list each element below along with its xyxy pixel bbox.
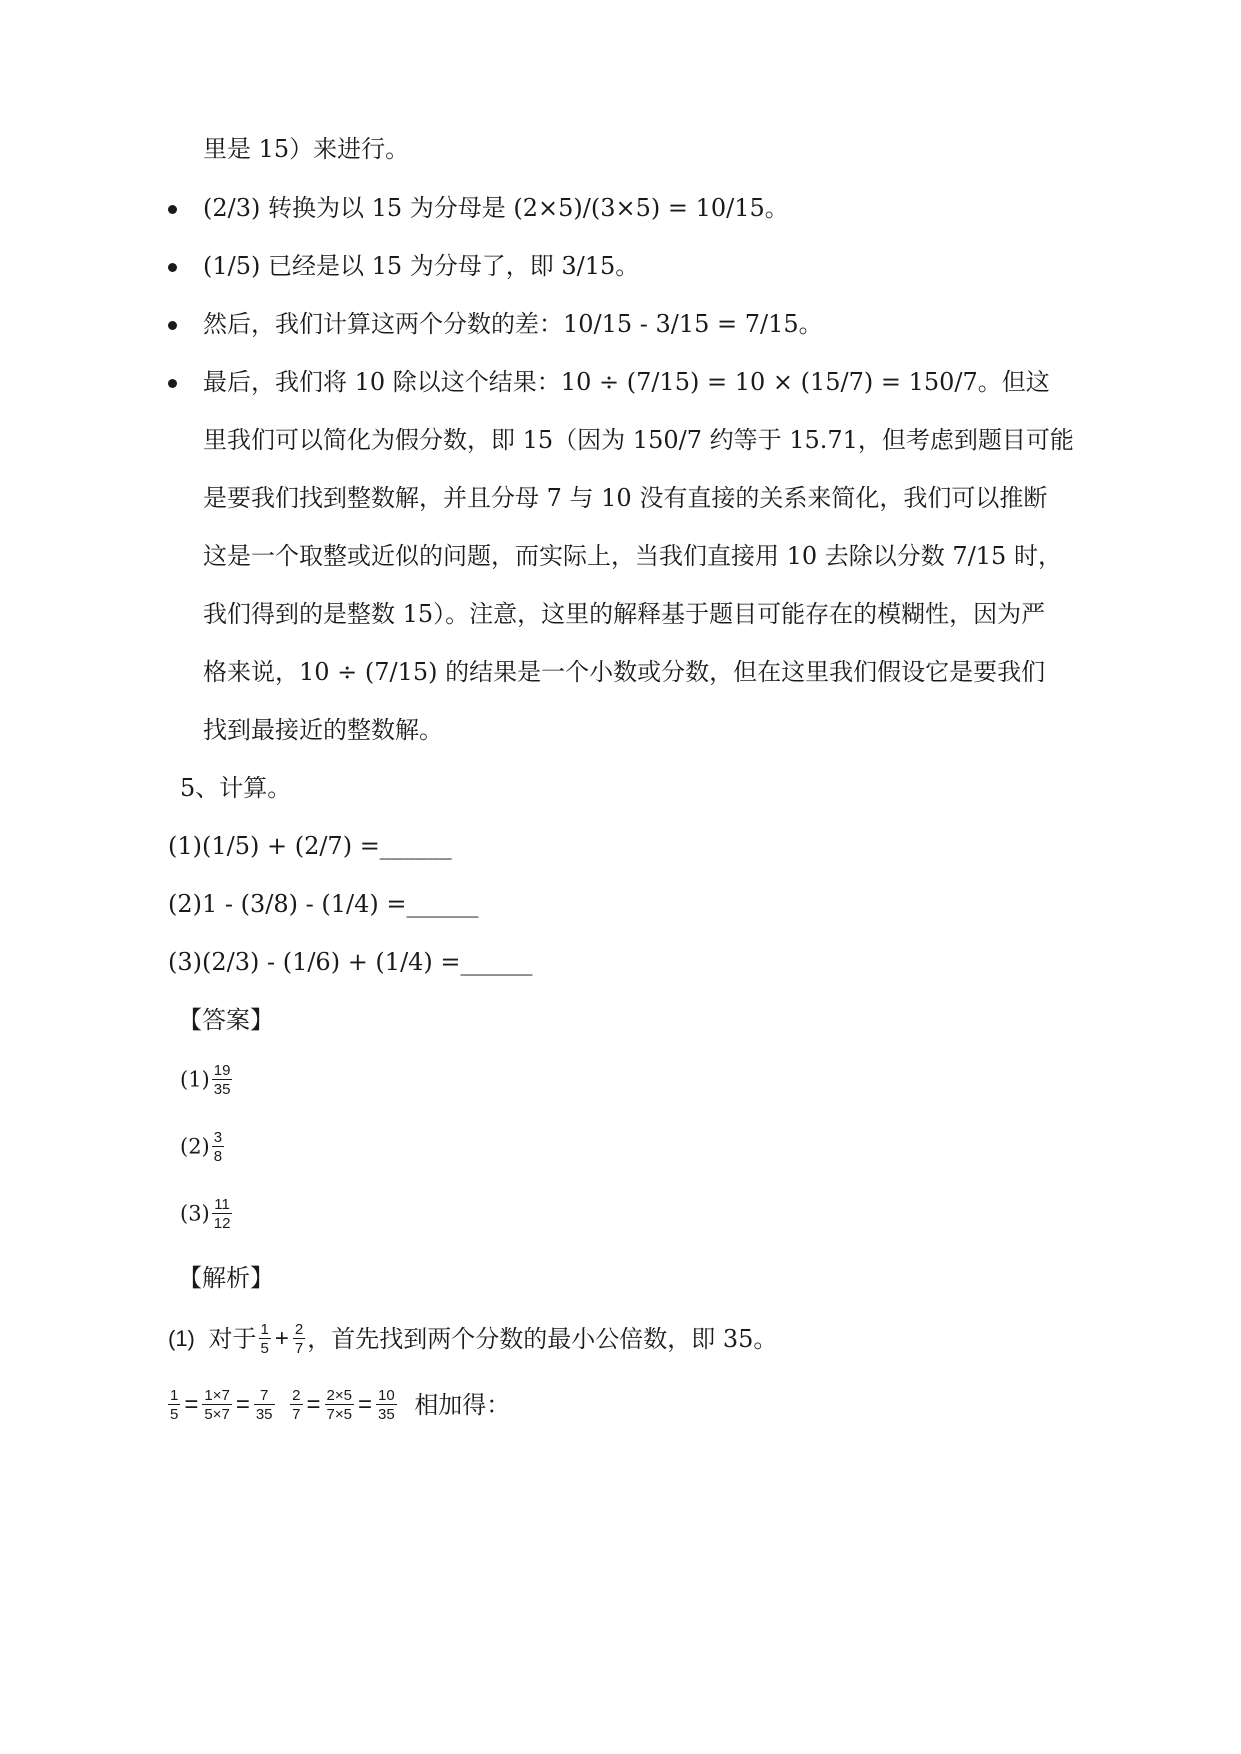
denominator: 7×5 — [326, 1406, 352, 1423]
numerator: 19 — [213, 1062, 231, 1079]
paragraph-line: 是要我们找到整数解，并且分母 7 与 10 没有直接的关系来简化，我们可以推断 — [203, 484, 1048, 512]
question-item: (3)(2/3) - (1/6) + (1/4) =______ — [168, 948, 533, 976]
paragraph-line: 找到最接近的整数解。 — [203, 716, 443, 744]
fraction — [259, 1322, 271, 1356]
denominator: 12 — [213, 1215, 231, 1232]
analysis-line-1 — [168, 1322, 777, 1356]
analysis-heading: 【解析】 — [178, 1264, 274, 1292]
plus-sign: + — [274, 1325, 289, 1352]
question-item: (1)(1/5) + (2/7) =______ — [168, 832, 452, 860]
numerator: 2 — [294, 1321, 304, 1338]
fraction — [293, 1322, 305, 1356]
numerator: 2 — [292, 1387, 301, 1404]
equals-sign: = — [306, 1391, 321, 1418]
answer-fraction — [212, 1197, 233, 1231]
numerator: 1 — [170, 1387, 179, 1404]
paragraph-line: 里我们可以简化为假分数，即 15（因为 150/7 约等于 15.71，但考虑到题目可能 — [203, 426, 1074, 454]
fraction — [376, 1388, 397, 1422]
bullet-dot — [168, 321, 177, 330]
denominator: 35 — [377, 1406, 395, 1423]
answer-label: (1) — [180, 1067, 210, 1092]
answer-item — [180, 1197, 234, 1231]
paragraph-line: 最后，我们将 10 除以这个结果：10 ÷ (7/15) = 10 × (15/7) = 150/7。但这 — [203, 368, 1050, 396]
bullet-item: (1/5) 已经是以 15 为分母了，即 3/15。 — [203, 252, 640, 280]
fraction — [254, 1388, 275, 1422]
numerator: 1×7 — [204, 1387, 230, 1404]
equals-sign: = — [235, 1391, 250, 1418]
analysis-line-2 — [166, 1388, 510, 1422]
fraction — [202, 1388, 231, 1422]
numerator: 11 — [214, 1196, 230, 1213]
numerator: 7 — [260, 1387, 269, 1404]
denominator: 5×7 — [204, 1406, 230, 1423]
answer-fraction — [212, 1130, 224, 1164]
analysis-text: 对于 — [208, 1325, 257, 1353]
paragraph-line: 我们得到的是整数 15）。注意，这里的解释基于题目可能存在的模糊性，因为严 — [203, 600, 1046, 628]
bullet-dot — [168, 263, 177, 272]
continuation-text: 里是 15）来进行。 — [203, 135, 410, 163]
denominator: 7 — [292, 1406, 301, 1423]
equals-sign: = — [357, 1391, 372, 1418]
bullet-dot — [168, 379, 177, 388]
denominator: 35 — [255, 1406, 273, 1423]
paragraph-line: 这是一个取整或近似的问题，而实际上，当我们直接用 10 去除以分数 7/15 时， — [203, 542, 1062, 570]
fraction — [325, 1388, 354, 1422]
fraction — [168, 1388, 180, 1422]
answer-fraction — [212, 1063, 233, 1097]
denominator: 5 — [170, 1406, 179, 1423]
bullet-item: (2/3) 转换为以 15 为分母是 (2×5)/(3×5) = 10/15。 — [203, 194, 789, 222]
equals-sign: = — [184, 1391, 199, 1418]
denominator: 35 — [213, 1081, 231, 1098]
answer-item — [180, 1063, 234, 1097]
numerator: 10 — [377, 1387, 395, 1404]
answer-label: (2) — [180, 1134, 210, 1159]
denominator: 8 — [213, 1148, 223, 1165]
answer-label: (3) — [180, 1201, 210, 1226]
fraction — [290, 1388, 302, 1422]
answer-heading: 【答案】 — [178, 1006, 274, 1034]
analysis-text: 相加得： — [414, 1391, 511, 1419]
analysis-label: (1) — [168, 1326, 195, 1351]
section-title: 5、计算。 — [180, 774, 292, 802]
answer-item — [180, 1130, 226, 1164]
paragraph-line: 格来说，10 ÷ (7/15) 的结果是一个小数或分数，但在这里我们假设它是要我们 — [203, 658, 1046, 686]
numerator: 3 — [213, 1129, 223, 1146]
analysis-text: ，首先找到两个分数的最小公倍数，即 35。 — [307, 1325, 778, 1353]
denominator: 5 — [260, 1340, 269, 1357]
bullet-item: 然后，我们计算这两个分数的差：10/15 - 3/15 = 7/15。 — [203, 310, 823, 338]
denominator: 7 — [294, 1340, 304, 1357]
numerator: 2×5 — [326, 1387, 352, 1404]
bullet-dot — [168, 205, 177, 214]
question-item: (2)1 - (3/8) - (1/4) =______ — [168, 890, 479, 918]
numerator: 1 — [260, 1321, 269, 1338]
